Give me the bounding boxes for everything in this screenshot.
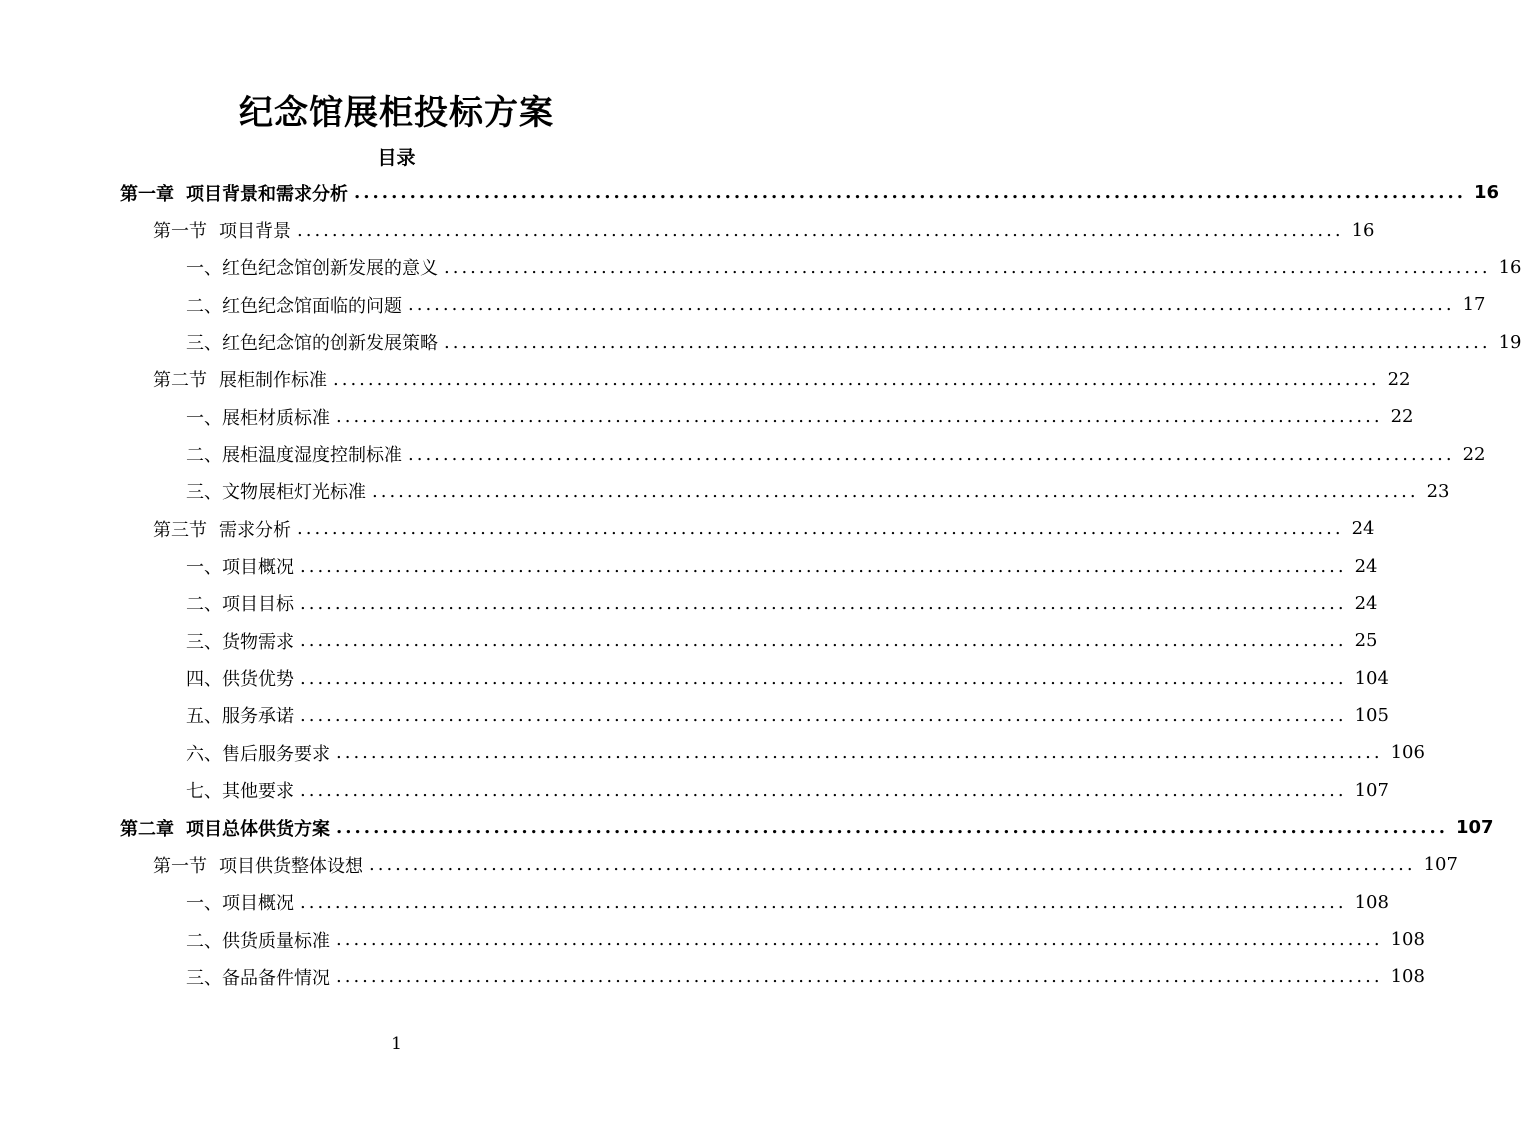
toc-dot-leader: ........................................................................................................................ [300,555,1347,577]
toc-dot-leader: ........................................................................................................................ [297,518,1344,540]
toc-entry-title: 一、红色纪念馆创新发展的意义 [186,258,438,280]
toc-entry[interactable] [0,846,1458,883]
toc-entry[interactable] [0,249,1522,286]
toc-entry-page: 16 [1498,256,1522,278]
toc-entry-title: 二、展柜温度湿度控制标准 [186,445,402,467]
toc-entry-page: 107 [1354,779,1389,801]
toc-entry-page: 17 [1462,294,1486,316]
toc-entry[interactable] [0,286,1486,323]
toc-entry-title: 三、红色纪念馆的创新发展策略 [186,333,438,355]
toc-entry[interactable] [0,435,1486,472]
toc-entry[interactable] [0,772,1389,809]
toc-entry-title: 四、供货优势 [186,669,294,691]
toc-entry-title: 七、其他要求 [186,781,294,803]
toc-entry[interactable] [0,659,1389,696]
toc-entry-number: 第一节 [153,221,207,243]
toc-entry[interactable] [0,510,1375,547]
toc-dot-leader: ........................................................................................................................ [444,331,1491,353]
toc-dot-leader: ........................................................................................................................ [408,443,1455,465]
toc-entry-page: 104 [1354,667,1389,689]
toc-entry[interactable] [0,921,1425,958]
toc-dot-leader: ........................................................................................................................ [336,742,1383,764]
toc-dot-leader: ........................................................................................................................ [336,966,1383,988]
table-of-contents [0,174,1522,996]
toc-entry-title: 三、备品备件情况 [186,967,330,989]
toc-entry[interactable] [0,473,1450,510]
toc-dot-leader: ........................................................................................................................ [300,704,1347,726]
toc-entry-page: 24 [1351,518,1375,540]
toc-entry-page: 19 [1498,331,1522,353]
toc-entry-title: 二、红色纪念馆面临的问题 [186,295,402,317]
toc-entry-page: 24 [1354,555,1378,577]
toc-entry-title: 一、项目概况 [186,557,294,579]
toc-entry-page: 106 [1390,742,1425,764]
toc-entry-page: 22 [1462,443,1486,465]
toc-entry-title: 二、项目目标 [186,594,294,616]
toc-entry-title: 一、项目概况 [186,893,294,915]
toc-entry-title: 项目背景和需求分析 [186,183,348,205]
toc-dot-leader: ........................................................................................................................ [300,592,1347,614]
toc-entry-page: 25 [1354,630,1378,652]
toc-entry-title: 项目供货整体设想 [219,855,363,877]
toc-entry-page: 16 [1351,219,1375,241]
toc-entry-page: 24 [1354,592,1378,614]
toc-entry-number: 第一章 [120,183,174,205]
page-number: 1 [391,1034,402,1054]
toc-entry-title: 项目背景 [219,221,291,243]
toc-dot-leader: ........................................................................................................................ [300,891,1347,913]
toc-dot-leader: ........................................................................................................................ [336,406,1383,428]
toc-entry-number: 第二节 [153,370,207,392]
toc-dot-leader: ........................................................................................................................ [354,182,1466,204]
toc-entry[interactable] [0,884,1389,921]
toc-dot-leader: ........................................................................................................................ [300,630,1347,652]
toc-entry-title: 三、文物展柜灯光标准 [186,482,366,504]
toc-entry[interactable] [0,622,1378,659]
toc-entry[interactable] [0,361,1411,398]
toc-entry[interactable] [0,547,1378,584]
toc-entry-number: 第二章 [120,818,174,840]
toc-entry-title: 二、供货质量标准 [186,930,330,952]
document-title: 纪念馆展柜投标方案 [239,93,554,133]
toc-entry[interactable] [0,174,1500,211]
toc-dot-leader: ........................................................................................................................ [444,256,1491,278]
toc-entry[interactable] [0,809,1494,846]
toc-entry-title: 三、货物需求 [186,631,294,653]
toc-entry-page: 22 [1390,406,1414,428]
toc-entry-title: 展柜制作标准 [219,370,327,392]
toc-entry[interactable] [0,323,1522,360]
toc-heading: 目录 [377,147,416,169]
toc-entry[interactable] [0,697,1389,734]
toc-entry-title: 一、展柜材质标准 [186,407,330,429]
toc-entry[interactable] [0,398,1414,435]
toc-entry-page: 108 [1354,891,1389,913]
toc-entry[interactable] [0,585,1378,622]
toc-entry-page: 22 [1387,368,1411,390]
toc-entry-title: 五、服务承诺 [186,706,294,728]
toc-dot-leader: ........................................................................................................................ [372,480,1419,502]
toc-entry-page: 107 [1423,854,1458,876]
toc-entry-page: 23 [1426,480,1450,502]
toc-entry-page: 107 [1456,817,1494,839]
toc-entry-page: 108 [1390,966,1425,988]
toc-entry-number: 第一节 [153,855,207,877]
toc-entry[interactable] [0,958,1425,995]
toc-entry-page: 108 [1390,929,1425,951]
toc-entry[interactable] [0,211,1375,248]
toc-entry[interactable] [0,734,1425,771]
toc-dot-leader: ........................................................................................................................ [297,219,1344,241]
toc-entry-page: 16 [1474,182,1500,204]
toc-entry-number: 第三节 [153,519,207,541]
toc-dot-leader: ........................................................................................................................ [369,854,1416,876]
toc-dot-leader: ........................................................................................................................ [300,667,1347,689]
toc-entry-page: 105 [1354,704,1389,726]
toc-dot-leader: ........................................................................................................................ [336,929,1383,951]
toc-entry-title: 六、售后服务要求 [186,743,330,765]
toc-entry-title: 需求分析 [219,519,291,541]
toc-entry-title: 项目总体供货方案 [186,818,330,840]
toc-dot-leader: ........................................................................................................................ [333,368,1380,390]
toc-dot-leader: ........................................................................................................................ [408,294,1455,316]
toc-dot-leader: ........................................................................................................................ [300,779,1347,801]
toc-dot-leader: ........................................................................................................................ [336,817,1448,839]
